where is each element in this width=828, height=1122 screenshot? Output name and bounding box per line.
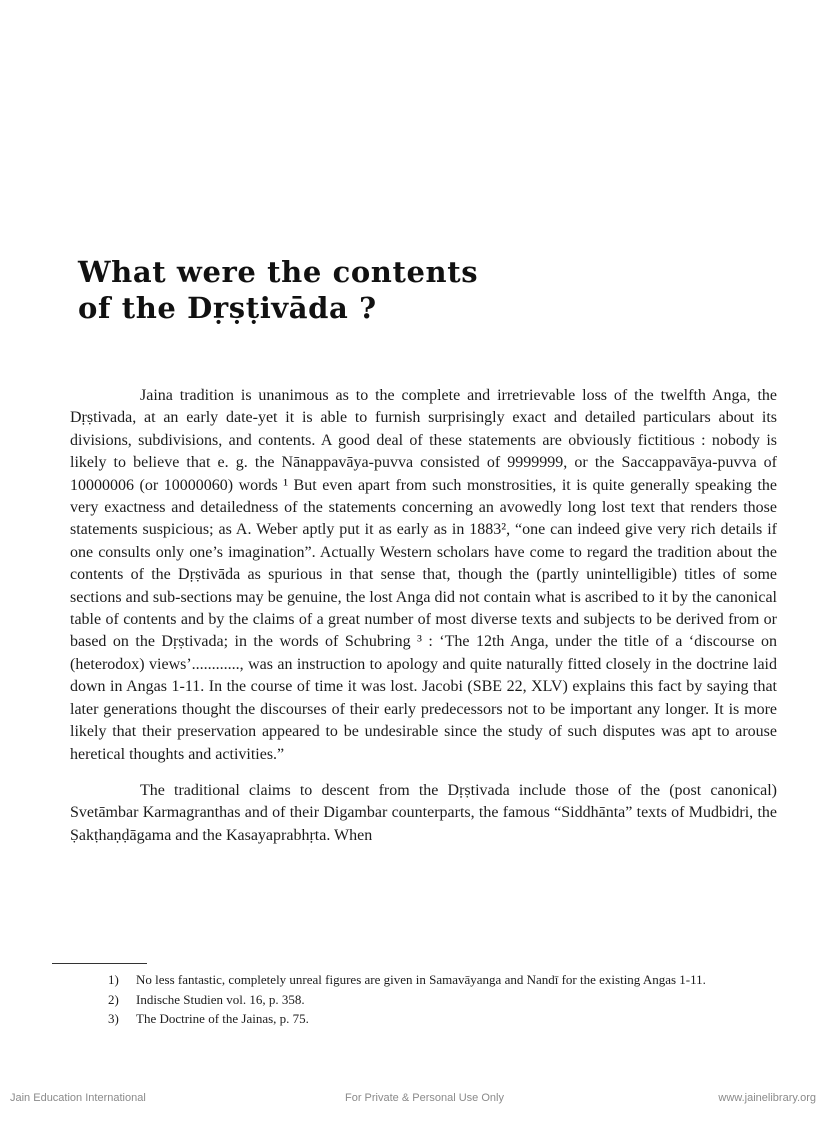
footnote-number: 3) <box>108 1011 119 1026</box>
footnote-2 <box>108 990 788 1010</box>
footnote-text: No less fantastic, completely unreal figures are given in Samavāyanga and Nandī for the existing Angas 1-11. <box>136 972 706 987</box>
footer-publisher: Jain Education International <box>10 1092 146 1104</box>
paragraph-2: The traditional claims to descent from the Dṛṣtivada include those of the (post canonical) Svetāmbar Karmagranthas and of their Digambar counterparts, the famous “Siddhānta” texts of Mudbidri, the Ṣakṭhaṇḍāgama and the Kasayaprabhṛta. When <box>70 781 777 844</box>
title-line-1: What were the contents <box>78 255 479 289</box>
title-line-2: of the Dṛṣṭivāda ? <box>78 291 377 325</box>
footnote-text: The Doctrine of the Jainas, p. 75. <box>136 1011 309 1026</box>
footnote-list <box>108 970 788 1029</box>
page-title <box>78 254 718 326</box>
footnote-number: 2) <box>108 991 119 1007</box>
footer-website-link[interactable]: www.jainelibrary.org <box>718 1092 816 1104</box>
footer-usage-notice: For Private & Personal Use Only <box>345 1092 504 1104</box>
footnote-1 <box>108 970 788 990</box>
footnote-divider <box>52 963 147 964</box>
body-text <box>70 385 777 847</box>
footnote-number: 1) <box>108 972 119 987</box>
paragraph-1: Jaina tradition is unanimous as to the complete and irretrievable loss of the twelfth Anga, the Dṛṣtivada, at an early date-yet it is able to furnish surprisingly exact and detailed particulars about its divisions, subdivisions, and contents. A good deal of these statements are obviously fictitious : nobody is likely to believe that e. g. the Nānappavāya-puvva consisted of 9999999, or the Saccappavāya-puvva of 10000006 (or 10000060) words ¹ But even apart from such monstrosities, it is quite generally speaking the very exactness and detailedness of the statements concerning an avowedly long lost text that renders those statements suspicious; as A. Weber aptly put it as early as in 1883², “one can indeed give very rich details if one consults only one’s imagination”. Actually Western scholars have come to regard the tradition about the contents of the Dṛṣtivāda as spurious in that sense that, though the (partly unintelligible) titles of some sections and sub-sections may be genuine, the lost Anga did not contain what is ascribed to it by the canonical table of contents and by the claims of a great number of most diverse texts and subjects to be derived from or based on the Dṛṣtivada; in the words of Schubring ³ : ‘The 12th Anga, under the title of a ‘discourse on (heterodox) views’............, was an instruction to apology and quite naturally fitted closely in the doctrine laid down in Angas 1-11. In the course of time it was lost. Jacobi (SBE 22, XLV) explains this fact by saying that later generations thought the discourses of their early predecessors not to be important any longer. It is more likely that their preservation appeared to be undesirable since the study of such disputes was apt to arouse heretical thoughts and activities.” <box>70 387 777 763</box>
footnote-text: Indische Studien vol. 16, p. 358. <box>136 991 305 1007</box>
footnote-3 <box>108 1009 788 1029</box>
page-footer <box>10 1092 816 1108</box>
